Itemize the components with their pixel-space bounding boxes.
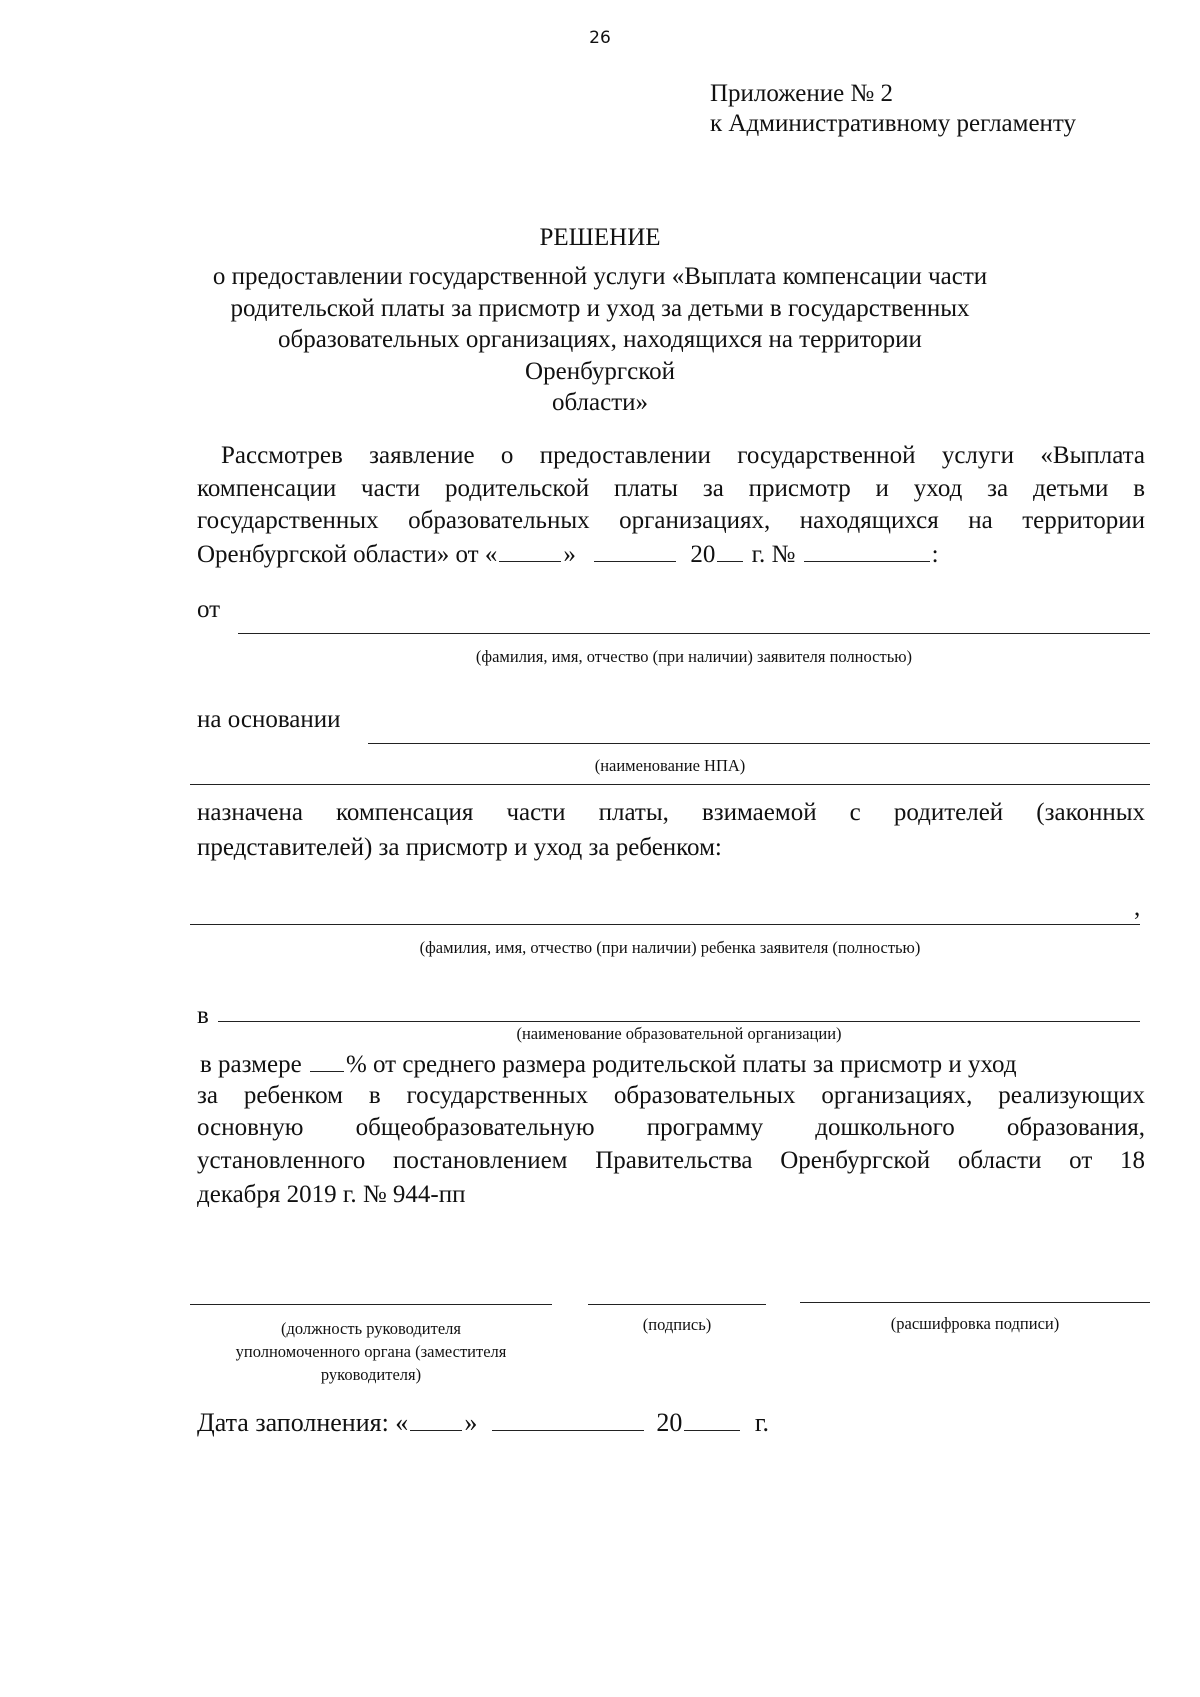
amount-line-5: декабря 2019 г. № 944-пп (197, 1181, 466, 1208)
number-blank (804, 541, 930, 562)
org-caption: (наименование образовательной организации) (516, 1024, 842, 1043)
fill-date-suffix: г. (754, 1408, 770, 1437)
amount-line-4: установленного постановлением Правительства Оренбургской области от 18 (197, 1147, 1145, 1174)
position-caption-line: (должность руководителя (281, 1319, 461, 1338)
fill-month-blank (492, 1410, 644, 1431)
assigned-line-2: представителей) за присмотр и уход за ребенком: (197, 834, 722, 861)
basis-caption: (наименование НПА) (594, 756, 746, 775)
intro-line-1: Рассмотрев заявление о предоставлении государственной услуги «Выплата (221, 442, 1145, 469)
intro-line-2: компенсации части родительской платы за присмотр и уход за детьми в (197, 475, 1145, 502)
signature-caption: (подпись) (642, 1315, 712, 1334)
amount-line-3: основную общеобразовательную программу дошкольного образования, (197, 1114, 1145, 1141)
year-blank (717, 541, 743, 562)
basis-label: на основании (197, 706, 341, 733)
heading-line: о предоставлении государственной услуги «Выплата компенсации части (212, 263, 988, 290)
month-blank (594, 541, 676, 562)
assigned-line-1: назначена компенсация части платы, взимаемой с родителей (законных (197, 799, 1145, 826)
appendix-number: Приложение № 2 (710, 80, 894, 107)
from-label: от (197, 596, 221, 623)
heading-line: родительской платы за присмотр и уход за детьми в государственных (230, 294, 970, 322)
transcript-caption: (расшифровка подписи) (890, 1314, 1060, 1333)
document-heading (200, 261, 1000, 419)
transcript-line (800, 1302, 1150, 1303)
signature-line (588, 1304, 766, 1305)
intro-close-quote: » (563, 541, 576, 568)
amount-line-1 (200, 1049, 1017, 1081)
percent-blank (310, 1051, 344, 1072)
applicant-name-line (238, 633, 1150, 634)
child-comma: , (1134, 894, 1141, 921)
position-caption (190, 1317, 552, 1386)
position-line (190, 1304, 552, 1305)
position-caption-line: уполномоченного органа (заместителя (235, 1342, 507, 1361)
org-name-line (218, 1021, 1140, 1022)
heading-line: образовательных организациях, находящихся на территории Оренбургской (278, 326, 922, 385)
fill-year-blank (684, 1410, 740, 1431)
appendix-reference: к Административному регламенту (710, 110, 1077, 137)
day-blank (499, 541, 561, 562)
amount-rest: % от среднего размера родительской платы за присмотр и уход (345, 1051, 1017, 1078)
page-number: 26 (589, 28, 611, 48)
intro-year: 20 (690, 541, 716, 568)
applicant-caption: (фамилия, имя, отчество (при наличии) заявителя полностью) (475, 647, 913, 666)
fill-date (197, 1408, 769, 1438)
position-caption-line: руководителя) (320, 1365, 422, 1384)
basis-line-2 (190, 784, 1150, 785)
fill-date-close-quote: » (464, 1408, 478, 1437)
org-label: в (197, 1002, 209, 1029)
intro-number-label: г. № (751, 541, 796, 568)
child-name-line (190, 924, 1140, 925)
child-caption: (фамилия, имя, отчество (при наличии) ребенка заявителя (полностью) (419, 938, 921, 957)
fill-date-label: Дата заполнения: « (197, 1408, 409, 1437)
intro-line-3: государственных образовательных организациях, находящихся на территории (197, 507, 1145, 534)
fill-date-year: 20 (656, 1408, 683, 1437)
document-title: РЕШЕНИЕ (539, 224, 661, 251)
intro-line-4-text: Оренбургской области» от « (197, 541, 498, 568)
intro-line-4 (197, 539, 939, 571)
amount-prefix: в размере (200, 1051, 302, 1078)
fill-day-blank (410, 1410, 462, 1431)
amount-line-2: за ребенком в государственных образовательных организациях, реализующих (197, 1082, 1145, 1109)
intro-colon: : (931, 541, 939, 568)
heading-line: области» (551, 389, 649, 416)
basis-line (368, 743, 1150, 744)
